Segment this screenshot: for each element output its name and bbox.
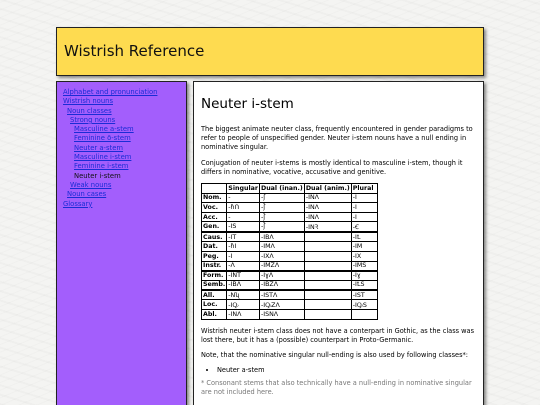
table-cell (304, 271, 351, 281)
table-cell: -IT (227, 232, 260, 242)
table-cell: -IꝈS (351, 280, 377, 290)
column-header: Dual (inan.) (260, 184, 303, 192)
table-cell: -IꝈ (351, 232, 377, 242)
page-title: Neuter i-stem (201, 96, 294, 112)
class-list (217, 366, 476, 375)
table-cell: -ɦI (227, 242, 260, 252)
table-row (202, 193, 378, 203)
sidebar-item-feminine-i-stem[interactable]: Feminine i-stem (74, 162, 129, 171)
table-cell: -IMS (351, 261, 377, 271)
table-cell: -I (351, 203, 377, 213)
table-cell (304, 300, 351, 310)
table-cell: -ʃ̄ (259, 193, 304, 203)
case-label: Semb. (203, 281, 226, 289)
table-row (202, 222, 378, 233)
table-cell: -I (351, 212, 377, 222)
sidebar-item-feminine-stem[interactable]: Feminine ō-stem (74, 134, 131, 143)
table-cell (304, 280, 351, 290)
table-row (202, 242, 378, 252)
sidebar-item-masculine-i-stem[interactable]: Masculine i-stem (74, 153, 132, 162)
table-cell: -IXɅ (259, 252, 304, 262)
table-cell: -INɅ (304, 203, 351, 213)
sidebar-item-neuter-a-stem[interactable]: Neuter a-stem (74, 143, 124, 152)
table-cell: -IS (227, 222, 260, 233)
sidebar-item-weak-nouns[interactable]: Weak nouns (70, 180, 112, 189)
table-cell: -IMZɅ (259, 261, 304, 271)
table-cell: -ISTɅ (259, 290, 304, 300)
case-label: Caus. (202, 232, 227, 242)
conjugation-paragraph: Conjugation of neuter i-stems is mostly identical to masculine i-stem, though it differs in nominative, vocative, accusative and genitive. (201, 158, 463, 176)
case-label: Acc. (202, 212, 227, 222)
table-header-row (202, 184, 378, 194)
column-header: Plural (351, 184, 377, 194)
sidebar (56, 81, 187, 405)
table-cell: - (227, 193, 260, 203)
table-cell: -I (227, 252, 260, 262)
table-row (202, 212, 378, 222)
case-label: Instr. (202, 261, 227, 271)
sidebar-item-glossary[interactable]: Glossary (63, 199, 93, 208)
table-cell: -IꝘ (227, 300, 260, 310)
table-cell: -IX (351, 252, 377, 262)
main-content (193, 81, 484, 405)
table-cell (304, 242, 351, 252)
table-cell (304, 290, 351, 300)
table-row (202, 280, 378, 290)
table-row (202, 310, 378, 320)
table-cell: -Ʌ (227, 261, 260, 271)
table-row (202, 271, 378, 281)
column-header: Singular (228, 184, 258, 192)
table-cell: -IBɅ (259, 232, 304, 242)
table-cell: -INɅ (227, 310, 260, 320)
intro-paragraph: The biggest animate neuter class, frequently encountered in gender paradigms to refer to people of unspecified gender. Neuter i-stem nouns have a null ending in nominative singular. (201, 125, 473, 152)
table-row (202, 252, 378, 262)
table-cell: -ʃ̄ (259, 212, 304, 222)
table-cell: - (227, 212, 260, 222)
list-item: • Neuter a-stem (217, 366, 476, 375)
footnote: * Consonant stems that also technically have a null-ending in nominative singular are not included here. (201, 379, 472, 397)
case-label: Nom. (202, 193, 227, 203)
table-cell (304, 261, 351, 271)
case-label: Gen. (202, 222, 227, 233)
table-row (202, 290, 378, 300)
sidebar-item-strong-nouns[interactable]: Strong nouns (70, 115, 116, 124)
table-cell (351, 310, 377, 320)
table-row (202, 232, 378, 242)
table-row (202, 300, 378, 310)
table-row (202, 203, 378, 213)
case-label: Abl. (202, 310, 227, 320)
table-cell: -INɅ (304, 193, 351, 203)
sidebar-item-neuter-i-stem: Neuter i-stem (74, 171, 121, 180)
case-label: Loc. (202, 300, 227, 310)
declension-table (201, 183, 378, 320)
table-cell: -ɦՈ (227, 203, 260, 213)
sidebar-item-noun-cases[interactable]: Noun cases (67, 190, 107, 199)
table-cell: -I (351, 193, 377, 203)
sidebar-item-alphabet-and-pronunciation[interactable]: Alphabet and pronunciation (63, 88, 158, 96)
sidebar-item-noun-classes[interactable]: Noun classes (67, 106, 112, 115)
table-cell: -ISNɅ (259, 310, 304, 320)
table-cell: -IBZɅ (259, 280, 304, 290)
table-cell (304, 252, 351, 262)
table-cell: -IMɅ (259, 242, 304, 252)
site-header (56, 27, 484, 76)
table-cell: -IM (351, 242, 377, 252)
case-label: All. (202, 290, 227, 300)
sidebar-nav (63, 88, 186, 209)
table-cell: -ʃ̄ (259, 222, 304, 233)
table-cell: -ʃ̄ (259, 203, 304, 213)
sidebar-item-masculine-a-stem[interactable]: Masculine a-stem (74, 125, 134, 134)
table-cell: -IBɅ (227, 280, 260, 290)
table-cell: -Iɣ (351, 271, 377, 281)
column-header (202, 184, 227, 194)
table-cell (304, 232, 351, 242)
table-cell: -INꝚ (304, 222, 351, 233)
table-cell: -Nʯ (227, 290, 260, 300)
case-label: Peg. (202, 252, 227, 262)
table-cell: -IST (351, 290, 377, 300)
table-cell: -IꝘZɅ (259, 300, 304, 310)
table-cell: -INT (227, 271, 260, 281)
table-cell: -INɅ (304, 212, 351, 222)
gothic-paragraph: Wistrish neuter i-stem class does not have a conterpart in Gothic, as the class was lost there, but it has a (possible) counterpart in Proto-Germanic. (201, 326, 475, 344)
case-label: Dat. (202, 242, 227, 252)
table-cell (304, 310, 351, 320)
case-label: Form. (202, 271, 227, 281)
note-paragraph: Note, that the nominative singular null-ending is also used by following classes*: (201, 351, 469, 360)
site-title: Wistrish Reference (64, 42, 205, 60)
sidebar-item-wistrish-nouns[interactable]: Wistrish nouns (63, 97, 113, 106)
table-cell: -IɣɅ (259, 271, 304, 281)
table-cell: -IꝘS (351, 300, 377, 310)
column-header: Dual (anim.) (305, 184, 350, 192)
table-cell: -Ꞓ (351, 222, 377, 233)
table-row (202, 261, 378, 271)
case-label: Voc. (202, 203, 227, 213)
